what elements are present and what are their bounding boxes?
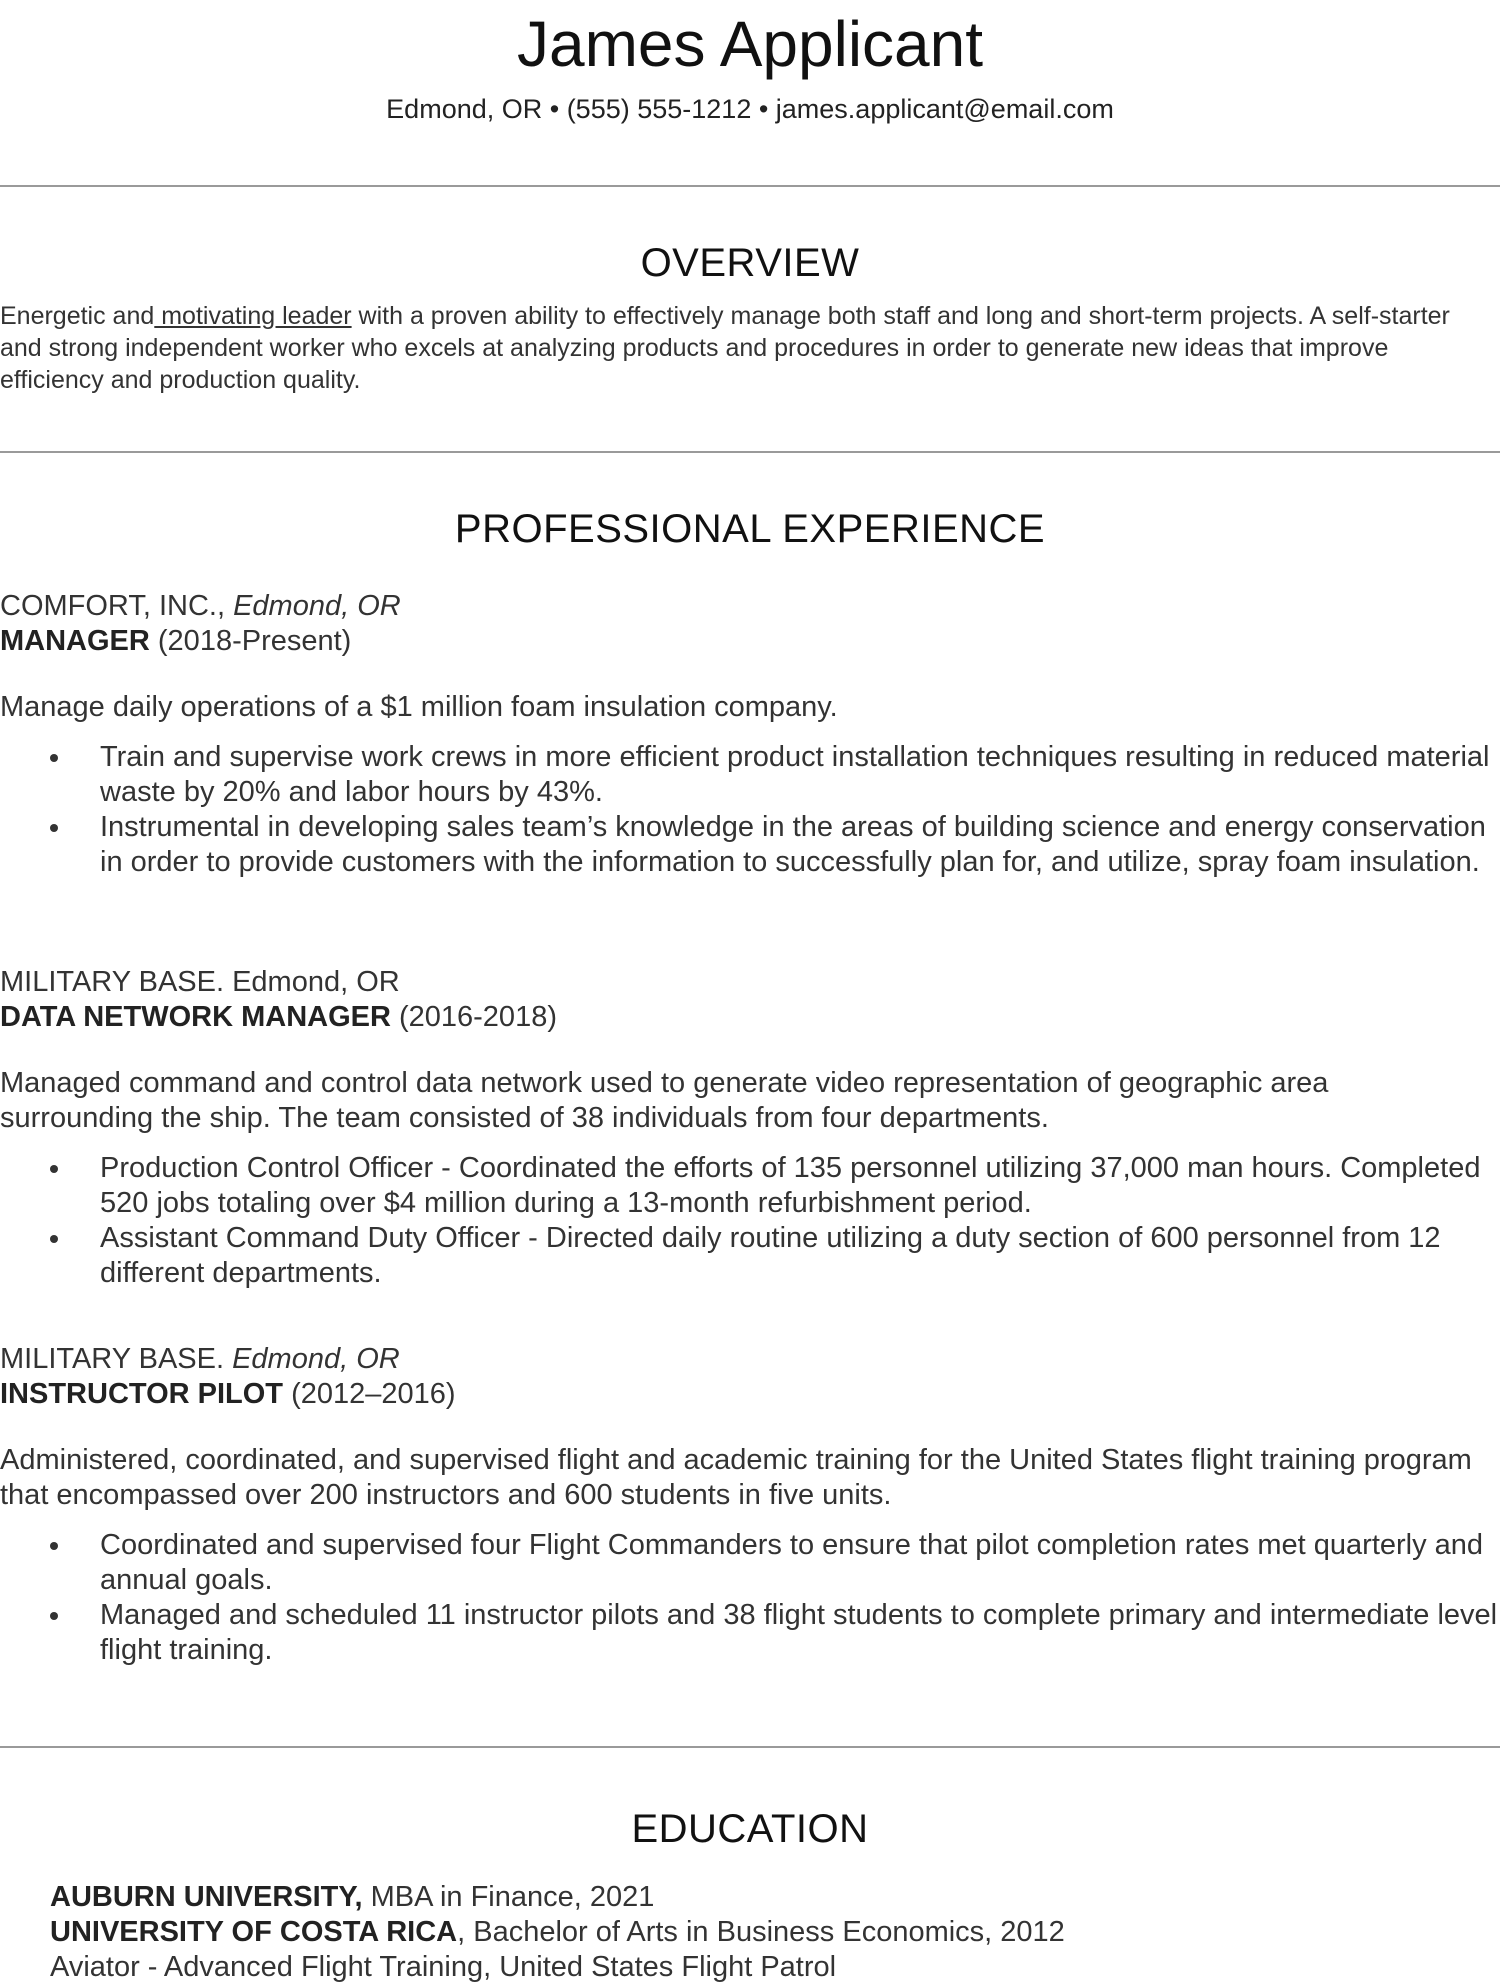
education-detail: , Bachelor of Arts in Business Economics, 2012 (457, 1916, 1065, 1948)
job-bullet-text: Instrumental in developing sales team’s knowledge in the areas of building science and energy conservation in order to provide customers with the information to successfully plan for, and utilize, spray foam insulation. (100, 811, 1486, 878)
education-entry (50, 1950, 1490, 1985)
section-divider (0, 1746, 1500, 1748)
job-bullet-list (0, 1528, 1500, 1668)
education-entry (50, 1915, 1490, 1950)
bullet-icon (50, 824, 58, 832)
job-role: INSTRUCTOR PILOT (0, 1378, 284, 1410)
education-school: UNIVERSITY OF COSTA RICA (50, 1916, 458, 1948)
job-bullet-list (0, 740, 1500, 880)
job-bullet-text: Train and supervise work crews in more efficient product installation techniques resulting in reduced material waste by 20% and labor hours by 43%. (100, 741, 1490, 808)
job-entry (0, 1342, 1500, 1668)
overview-underlined-phrase: motivating leader (154, 302, 352, 330)
section-divider (0, 185, 1500, 187)
education-entry (50, 1880, 1490, 1915)
job-bullet-list (0, 1151, 1500, 1291)
job-bullet-text: Coordinated and supervised four Flight Commanders to ensure that pilot completion rates met quarterly and annual goals. (100, 1529, 1484, 1596)
bullet-icon (50, 754, 58, 762)
job-bullet (0, 810, 1500, 880)
job-bullet (0, 1598, 1500, 1668)
job-bullet (0, 1151, 1500, 1221)
bullet-icon (50, 1542, 58, 1550)
experience-heading: PROFESSIONAL EXPERIENCE (454, 507, 1046, 551)
job-title-line (0, 1000, 1500, 1035)
job-company-line (0, 1342, 1500, 1377)
job-location: Edmond, OR (224, 966, 400, 998)
job-company: MILITARY BASE. (0, 966, 225, 998)
education-detail: MBA in Finance, 2021 (362, 1881, 655, 1913)
job-role: MANAGER (0, 625, 150, 657)
job-dates: (2016-2018) (390, 1001, 557, 1033)
job-entry (0, 589, 1500, 880)
job-description: Manage daily operations of a $1 million foam insulation company. (0, 691, 838, 723)
job-bullet-text: Assistant Command Duty Officer - Directed daily routine utilizing a duty section of 600 personnel from 12 different departments. (100, 1222, 1441, 1289)
job-role: DATA NETWORK MANAGER (0, 1001, 391, 1033)
job-location: Edmond, OR (225, 590, 401, 622)
bullet-icon (50, 1235, 58, 1243)
job-company-line (0, 589, 1500, 624)
job-location: Edmond, OR (224, 1343, 400, 1375)
overview-heading: OVERVIEW (640, 241, 860, 285)
job-description: Managed command and control data network used to generate video representation of geographic area surrounding the ship. The team consisted of 38 individuals from four departments. (0, 1067, 1329, 1134)
education-list (50, 1880, 1490, 1985)
job-company-line (0, 965, 1500, 1000)
education-detail: Aviator - Advanced Flight Training, United States Flight Patrol (50, 1951, 837, 1983)
job-company: MILITARY BASE. (0, 1343, 225, 1375)
education-school: AUBURN UNIVERSITY, (50, 1881, 363, 1913)
overview-text-end: with a proven ability to effectively manage both staff and long and short-term projects. A self-starter and strong independent worker who excels at analyzing products and procedures in order to generate new ideas that improve efficiency and production quality. (0, 302, 1450, 394)
section-divider (0, 451, 1500, 453)
overview-paragraph (0, 300, 1490, 396)
applicant-name: James Applicant (516, 8, 984, 80)
job-bullet-text: Managed and scheduled 11 instructor pilots and 38 flight students to complete primary and intermediate level flight training. (100, 1599, 1498, 1666)
overview-text-start: Energetic and (0, 302, 155, 330)
job-dates: (2018-Present) (149, 625, 352, 657)
job-dates: (2012–2016) (283, 1378, 456, 1410)
contact-line: Edmond, OR • (555) 555-1212 • james.applicant@email.com (386, 94, 1114, 124)
job-entry (0, 965, 1500, 1291)
education-heading: EDUCATION (631, 1807, 869, 1851)
job-company: COMFORT, INC., (0, 590, 226, 622)
job-bullet (0, 1221, 1500, 1291)
bullet-icon (50, 1165, 58, 1173)
job-bullet (0, 1528, 1500, 1598)
bullet-icon (50, 1612, 58, 1620)
job-bullet-text: Production Control Officer - Coordinated the efforts of 135 personnel utilizing 37,000 man hours. Completed 520 jobs totaling over $4 million during a 13-month refurbishment period. (100, 1152, 1481, 1219)
job-title-line (0, 624, 1500, 659)
job-title-line (0, 1377, 1500, 1412)
job-description: Administered, coordinated, and supervised flight and academic training for the United States flight training program that encompassed over 200 instructors and 600 students in five units. (0, 1444, 1472, 1511)
job-bullet (0, 740, 1500, 810)
